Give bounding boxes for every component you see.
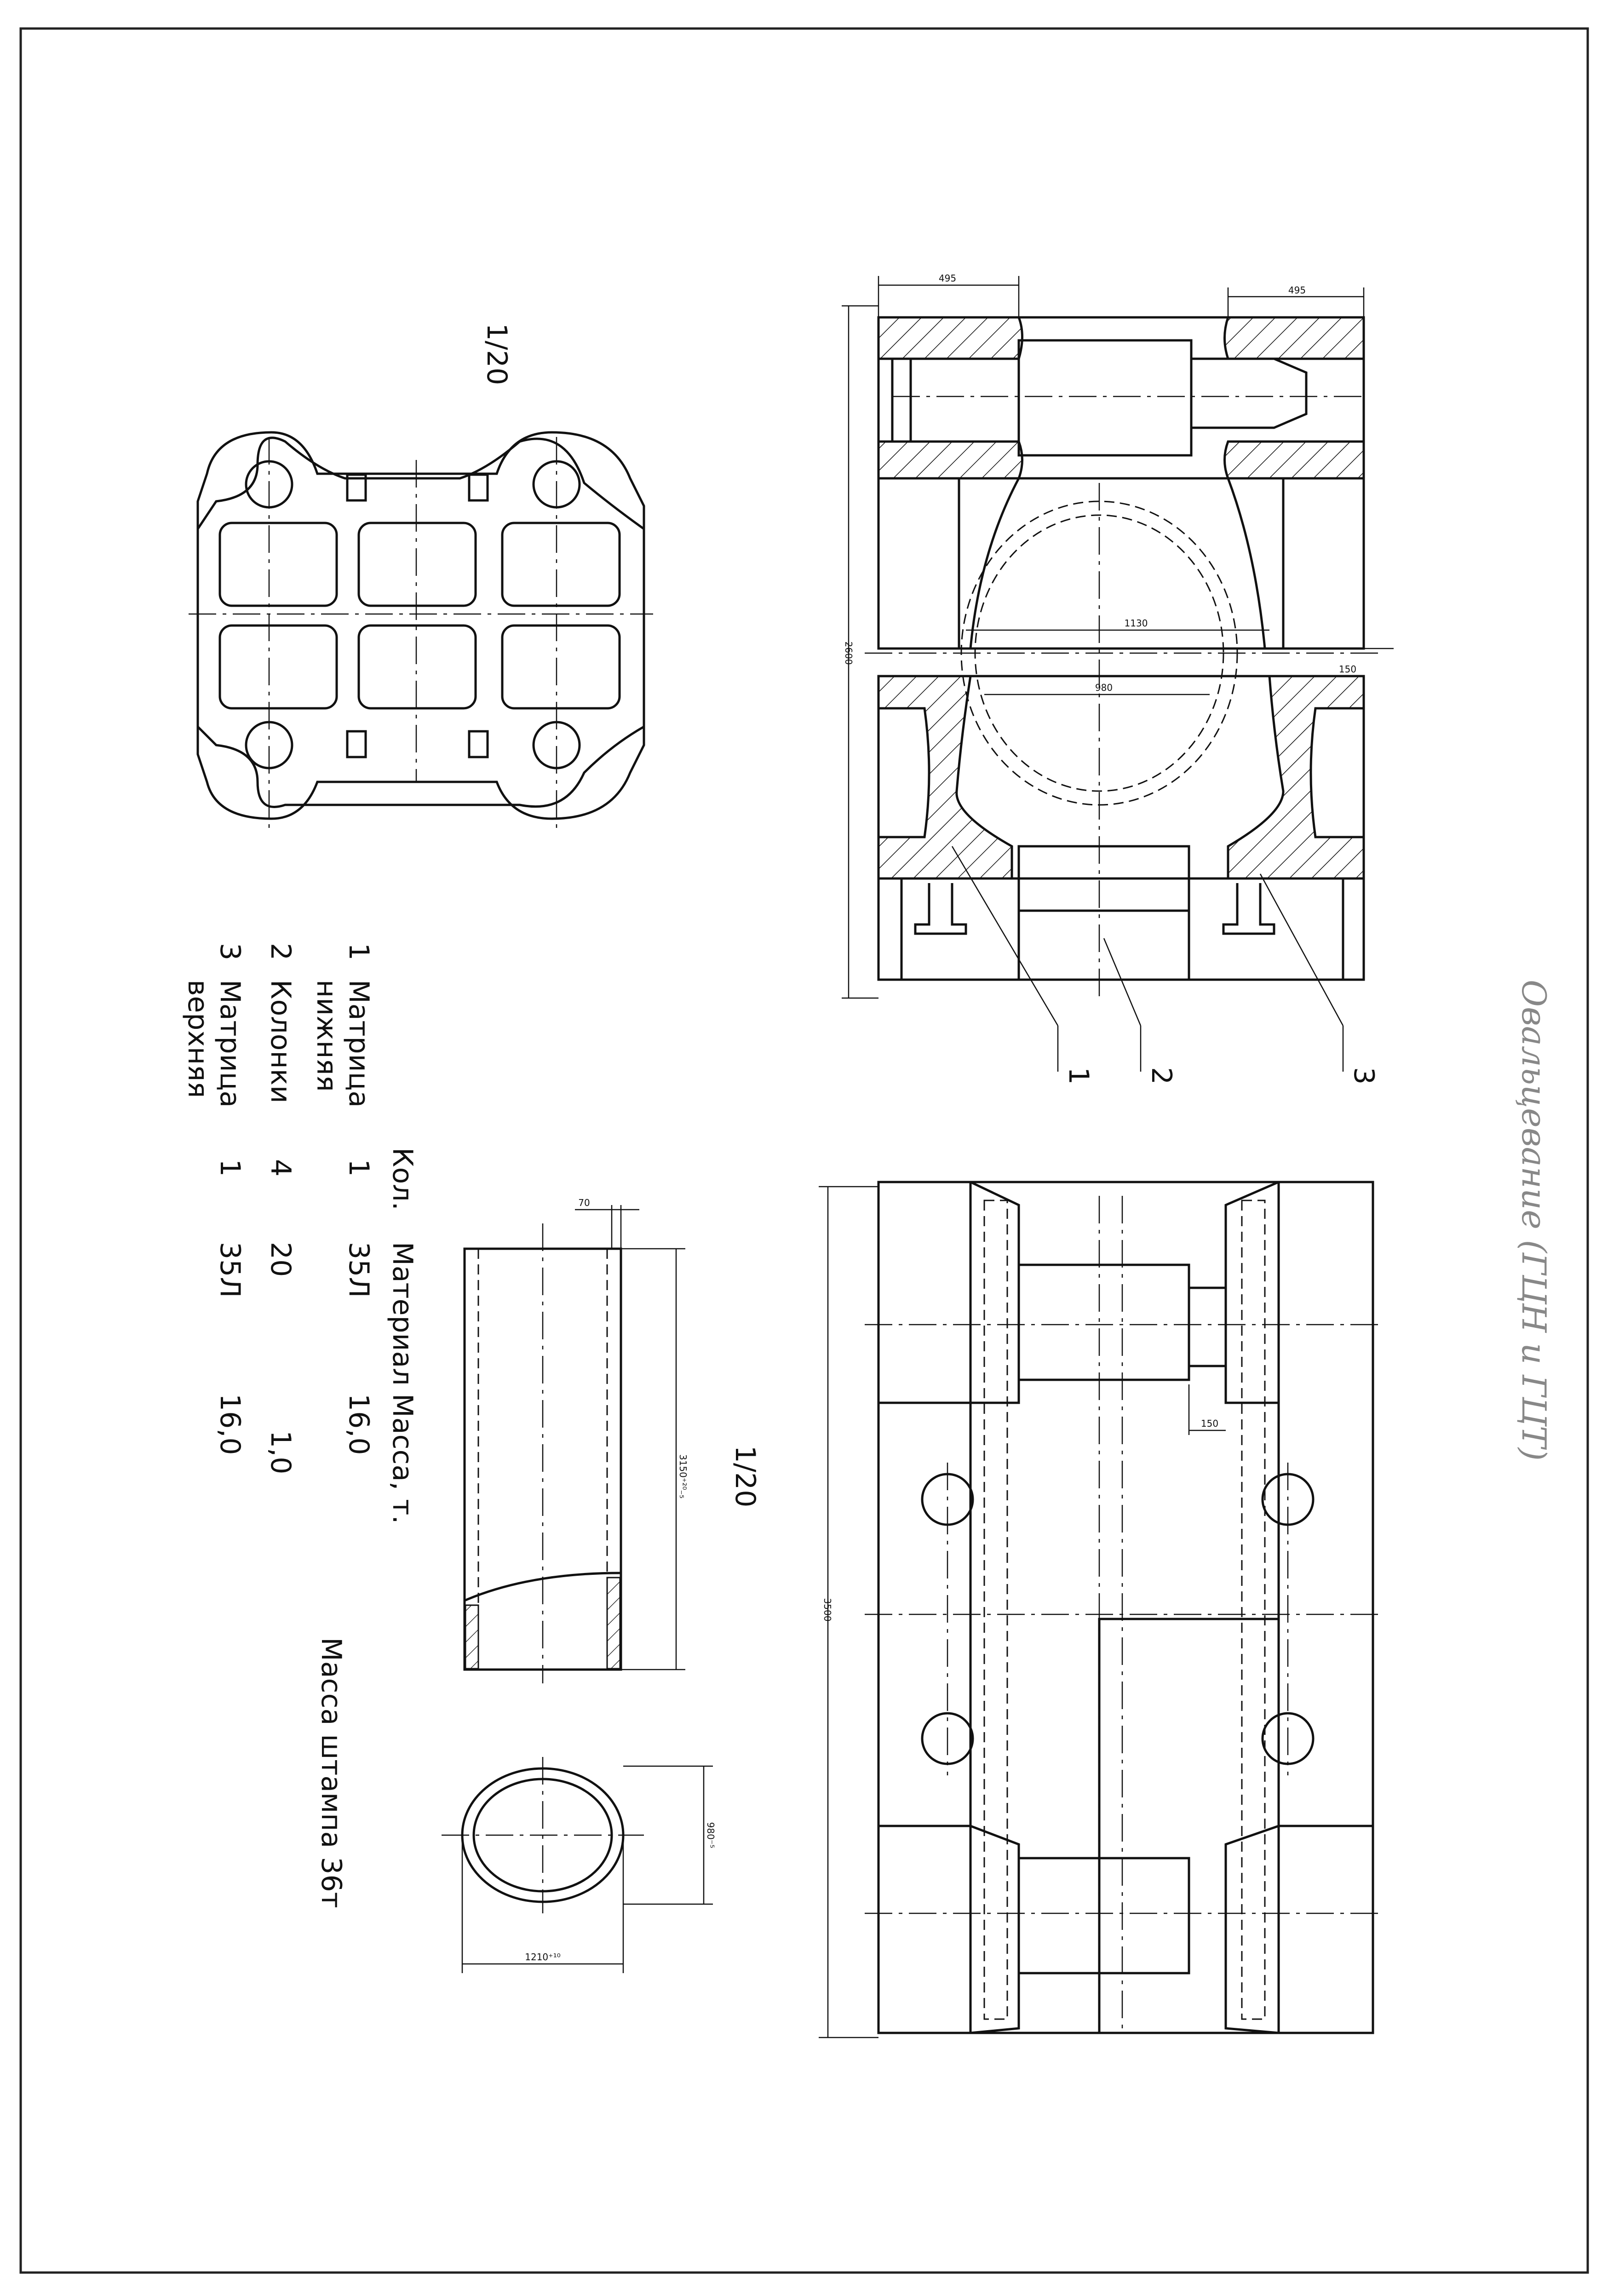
row3-mass: 16,0 <box>214 1394 246 1455</box>
dim-980: 980 <box>1095 682 1113 693</box>
row1-name1: Матрица <box>343 980 375 1108</box>
header-qty: Кол. <box>386 1148 419 1211</box>
row2-mass: 1,0 <box>264 1430 297 1475</box>
dim-3150: 3150⁺²⁰₋₅ <box>677 1454 689 1499</box>
total-mass: Масса штампа 36т <box>315 1637 347 1908</box>
row2-material: 20 <box>264 1242 297 1277</box>
dim-980-col: 980⁻⁵ <box>705 1822 716 1848</box>
dim-495-left: 495 <box>938 273 957 284</box>
row1-material: 35Л <box>343 1242 375 1298</box>
section-view <box>842 273 1394 1085</box>
dim-3500: 3500 <box>822 1598 833 1622</box>
row1-name2: нижняя <box>310 980 343 1092</box>
top-view-scale: 1/20 <box>481 323 513 385</box>
plan-view <box>819 1182 1380 2038</box>
dim-70: 70 <box>578 1197 590 1208</box>
handwritten-note: Овальцевание (ГЦН и ГЦТ) <box>1515 980 1553 1461</box>
header-mass: Масса, т. <box>386 1394 419 1524</box>
balloon-2: 2 <box>1145 1067 1177 1085</box>
row2-pos: 2 <box>264 943 297 961</box>
balloon-1: 1 <box>1062 1067 1095 1085</box>
dim-150-lower: 150 <box>1200 1418 1219 1429</box>
row3-name1: Матрица <box>214 980 246 1108</box>
row1-pos: 1 <box>343 943 375 961</box>
dim-2600: 2600 <box>843 641 854 665</box>
dim-150-upper: 150 <box>1338 664 1357 675</box>
row1-qty: 1 <box>343 1159 375 1177</box>
column-view-scale: 1/20 <box>729 1445 761 1508</box>
parts-table <box>182 943 419 1908</box>
row3-pos: 3 <box>214 943 246 961</box>
dim-1210: 1210⁺¹⁰ <box>525 1952 561 1963</box>
row2-name1: Колонки <box>264 980 297 1103</box>
sheet-frame <box>21 29 1588 2273</box>
row3-qty: 1 <box>214 1159 246 1177</box>
header-material: Материал <box>386 1242 419 1386</box>
row3-name2: верхняя <box>182 980 214 1098</box>
column-detail <box>442 1197 761 1973</box>
top-view <box>189 323 653 828</box>
dim-495-right: 495 <box>1288 285 1306 296</box>
row1-mass: 16,0 <box>343 1394 375 1455</box>
dim-1130: 1130 <box>1124 618 1148 629</box>
row2-qty: 4 <box>264 1159 297 1177</box>
balloon-3: 3 <box>1348 1067 1380 1085</box>
row3-material: 35Л <box>214 1242 246 1298</box>
